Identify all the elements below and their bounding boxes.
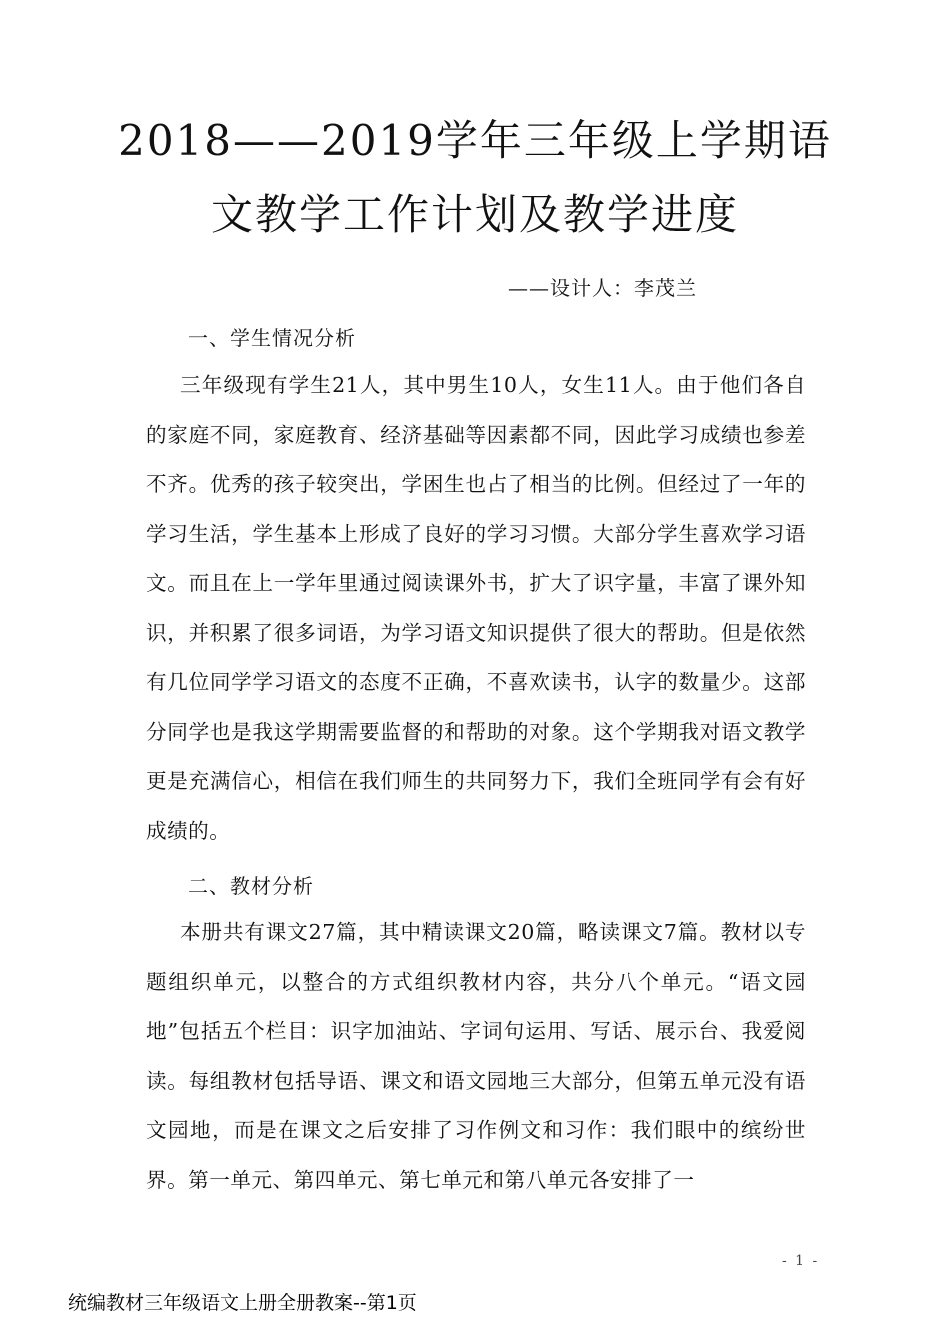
section-paragraph-textbook-analysis: 本册共有课文27篇，其中精读课文20篇，略读课文7篇。教材以专题组织单元，以整合的方式组织教材内容，共分八个单元。“语文园地”包括五个栏目：识字加油站、字词句运用、写话、展示台、我爱阅读。每组教材包括导语、课文和语文园地三大部分，但第五单元没有语文园地，而是在课文之后安排了习作例文和习作：我们眼中的缤纷世界。第一单元、第四单元、第七单元和第八单元各安排了一	[146, 920, 806, 1192]
section-heading-student-analysis: 一、学生情况分析	[188, 326, 356, 350]
document-title-line-2: 文教学工作计划及教学进度	[210, 190, 739, 239]
author-line: ——设计人：李茂兰	[508, 276, 697, 300]
section-heading-textbook-analysis: 二、教材分析	[188, 874, 314, 898]
footer-label: 统编教材三年级语文上册全册教案--第1页	[68, 1292, 417, 1314]
section-paragraph-student-analysis: 三年级现有学生21人，其中男生10人，女生11人。由于他们各自的家庭不同，家庭教育、经济基础等因素都不同，因此学习成绩也参差不齐。优秀的孩子较突出，学困生也占了相当的比例。但经过了一年的学习生活，学生基本上形成了良好的学习习惯。大部分学生喜欢学习语文。而且在上一学年里通过阅读课外书，扩大了识字量，丰富了课外知识，并积累了很多词语，为学习语文知识提供了很大的帮助。但是依然有几位同学学习语文的态度不正确，不喜欢读书，认字的数量少。这部分同学也是我这学期需要监督的和帮助的对象。这个学期我对语文教学更是充满信心，相信在我们师生的共同努力下，我们全班同学有会有好成绩的。	[146, 373, 806, 843]
page-number: - 1 -	[782, 1253, 820, 1269]
document-title-line-1: 2018——2019学年三年级上学期语	[118, 116, 832, 165]
